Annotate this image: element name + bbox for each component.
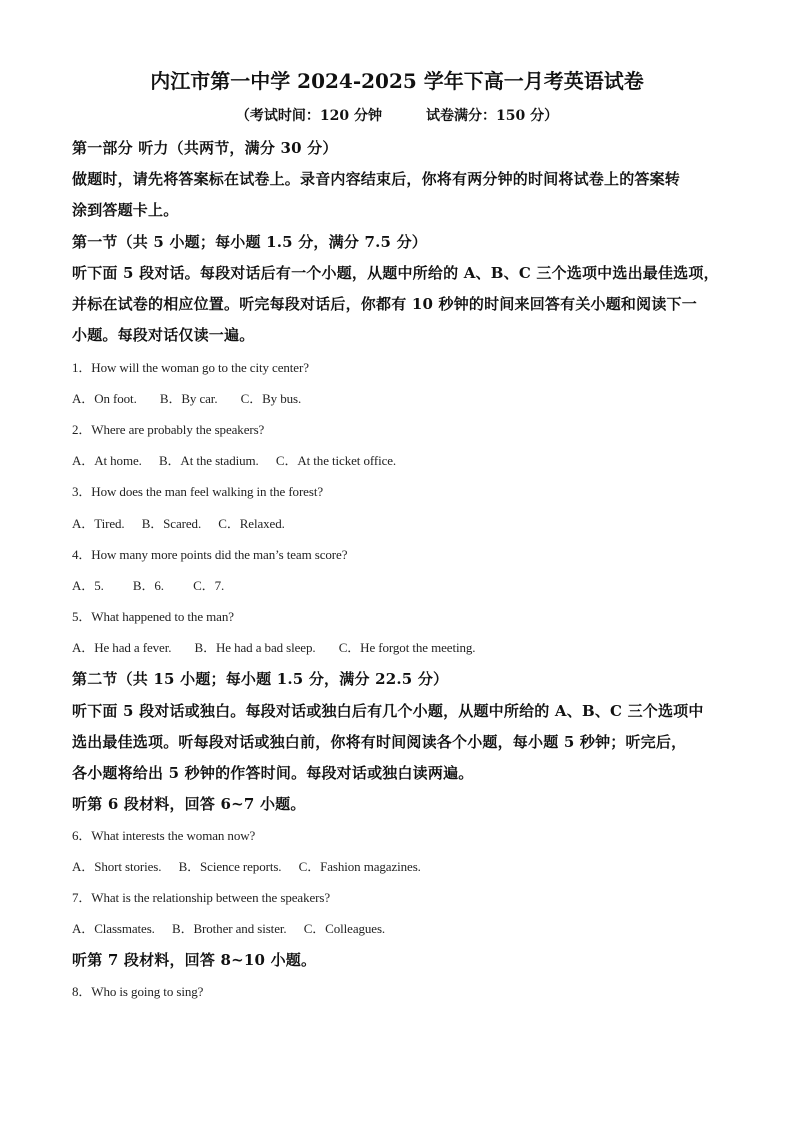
exam-time: （考试时间：120 分钟 bbox=[235, 108, 382, 124]
question-stem: 1．How will the woman go to the city center? bbox=[72, 360, 309, 375]
part1-heading: 第一部分 听力（共两节，满分 30 分） bbox=[72, 139, 338, 157]
question-options bbox=[72, 516, 722, 532]
part1-instruction-line: 做题时，请先将答案标在试卷上。录音内容结束后，你将有两分钟的时间将试卷上的答案转 bbox=[72, 170, 681, 188]
option-c: C．He forgot the meeting. bbox=[338, 640, 476, 655]
option-b: B．Science reports. bbox=[178, 859, 282, 874]
option-a: A．Classmates. bbox=[72, 921, 155, 936]
section1-instruction-line: 听下面 5 段对话。每段对话后有一个小题，从题中所给的 A、B、C 三个选项中选出最佳选项， bbox=[72, 264, 719, 282]
section1-heading: 第一节（共 5 小题；每小题 1.5 分，满分 7.5 分） bbox=[72, 233, 427, 251]
option-b: B．He had a bad sleep. bbox=[194, 640, 316, 655]
exam-info bbox=[0, 108, 794, 125]
material-6-heading: 听第 6 段材料，回答 6~7 小题。 bbox=[72, 795, 306, 813]
question-options bbox=[72, 859, 722, 875]
option-a: A．5. bbox=[72, 578, 104, 593]
question-stem: 6．What interests the woman now? bbox=[72, 828, 256, 843]
option-c: C．At the ticket office. bbox=[275, 453, 397, 468]
question-stem: 4．How many more points did the man’s team score? bbox=[72, 547, 348, 562]
option-c: C．7. bbox=[193, 578, 225, 593]
option-b: B．At the stadium. bbox=[158, 453, 259, 468]
question-options bbox=[72, 578, 722, 594]
option-a: A．He had a fever. bbox=[72, 640, 172, 655]
question-stem: 5．What happened to the man? bbox=[72, 609, 234, 624]
question-options bbox=[72, 453, 722, 469]
option-b: B．By car. bbox=[159, 391, 218, 406]
section2-instruction-line: 选出最佳选项。听每段对话或独白前，你将有时间阅读各个小题，每小题 5 秒钟；听完后， bbox=[72, 733, 687, 751]
option-b: B．Scared. bbox=[141, 516, 202, 531]
question-options bbox=[72, 640, 722, 656]
option-a: A．At home. bbox=[72, 453, 142, 468]
option-c: C．Relaxed. bbox=[218, 516, 285, 531]
material-7-heading: 听第 7 段材料，回答 8~10 小题。 bbox=[72, 951, 317, 969]
option-b: B．Brother and sister. bbox=[172, 921, 287, 936]
question-options bbox=[72, 921, 722, 937]
option-a: A．Tired. bbox=[72, 516, 125, 531]
question-stem: 7．What is the relationship between the speakers? bbox=[72, 890, 330, 905]
option-c: C．Colleagues. bbox=[303, 921, 386, 936]
exam-full-score: 试卷满分：150 分） bbox=[426, 108, 559, 124]
page-title: 内江市第一中学 2024-2025 学年下高一月考英语试卷 bbox=[150, 69, 644, 93]
part1-instruction-line: 涂到答题卡上。 bbox=[72, 201, 179, 219]
section2-heading: 第二节（共 15 小题；每小题 1.5 分，满分 22.5 分） bbox=[72, 670, 449, 688]
question-stem: 3．How does the man feel walking in the forest? bbox=[72, 484, 323, 499]
section1-instruction-line: 小题。每段对话仅读一遍。 bbox=[72, 326, 255, 344]
section2-instruction-line: 各小题将给出 5 秒钟的作答时间。每段对话或独白读两遍。 bbox=[72, 764, 474, 782]
section2-instruction-line: 听下面 5 段对话或独白。每段对话或独白后有几个小题，从题中所给的 A、B、C 三个选项中 bbox=[72, 702, 704, 720]
section1-instruction-line: 并标在试卷的相应位置。听完每段对话后，你都有 10 秒钟的时间来回答有关小题和阅读下一 bbox=[72, 295, 697, 313]
option-a: A．Short stories. bbox=[72, 859, 162, 874]
option-c: C．By bus. bbox=[240, 391, 302, 406]
question-options bbox=[72, 391, 722, 407]
question-stem: 8．Who is going to sing? bbox=[72, 984, 204, 999]
question-stem: 2．Where are probably the speakers? bbox=[72, 422, 265, 437]
option-a: A．On foot. bbox=[72, 391, 137, 406]
option-b: B．6. bbox=[132, 578, 164, 593]
option-c: C．Fashion magazines. bbox=[298, 859, 421, 874]
